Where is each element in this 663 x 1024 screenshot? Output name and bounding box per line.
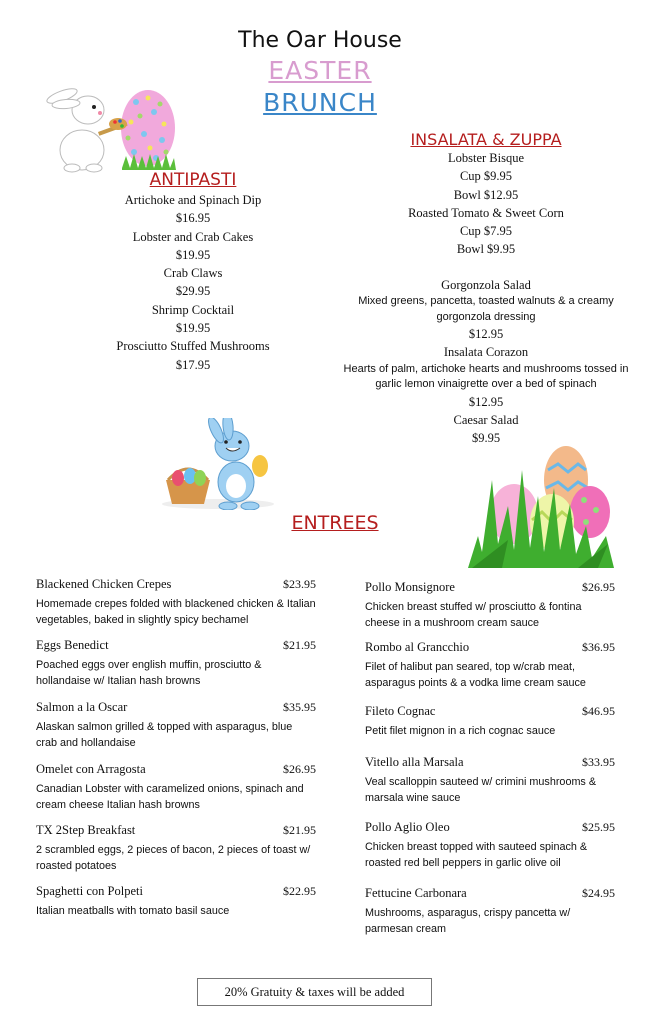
easter-heading: EASTER (268, 56, 372, 85)
entree-price: $46.95 (582, 704, 615, 718)
entree-name: TX 2Step Breakfast (36, 823, 136, 837)
entree-name: Vitello alla Marsala (365, 755, 464, 769)
antipasti-heading: ANTIPASTI (149, 170, 237, 190)
entree-price: $21.95 (283, 638, 316, 652)
insalata-heading: INSALATA & ZUPPA (410, 130, 562, 149)
entree-desc: Chicken breast topped with sauteed spinach & roasted red bell peppers in garlic olive oil (365, 841, 588, 869)
entree-price: $26.95 (283, 762, 316, 776)
entree-item (36, 700, 316, 751)
entree-desc: Veal scalloppin sauteed w/ crimini mushrooms & marsala wine sauce (365, 776, 597, 804)
antipasti-row: $19.95 (175, 247, 211, 262)
antipasti-row: $16.95 (175, 211, 211, 226)
entree-desc: Petit filet mignon in a rich cognac sauce (365, 725, 556, 737)
entree-name: Omelet con Arragosta (36, 762, 146, 776)
entree-name: Pollo Monsignore (365, 580, 455, 594)
antipasti-row: Artichoke and Spinach Dip (124, 193, 262, 207)
entree-name: Blackened Chicken Crepes (36, 577, 172, 591)
insalata-row: Lobster Bisque (447, 151, 525, 165)
gratuity-note: 20% Gratuity & taxes will be added (197, 978, 432, 1006)
antipasti-row: Shrimp Cocktail (151, 302, 235, 317)
insalata-row: Bowl $12.95 (453, 187, 519, 202)
salad-desc: Hearts of palm, artichoke hearts and mushrooms tossed in garlic lemon vinaigrette over a bed of spinach (343, 362, 629, 391)
entree-name: Spaghetti con Polpeti (36, 884, 143, 898)
entree-desc: Chicken breast stuffed w/ prosciutto & fontina cheese in a mushroom cream sauce (365, 601, 582, 629)
entrees-heading: ENTREES (291, 512, 379, 534)
insalata-row: Roasted Tomato & Sweet Corn (408, 205, 564, 220)
entree-price: $25.95 (582, 820, 615, 834)
entree-item (365, 704, 615, 740)
insalata-row: Cup $9.95 (459, 169, 513, 184)
entree-desc: Canadian Lobster with caramelized onions, spinach and cream cheese Italian hash browns (36, 783, 304, 811)
entree-price: $24.95 (582, 886, 615, 900)
antipasti-row: Lobster and Crab Cakes (132, 229, 254, 244)
entree-price: $21.95 (283, 823, 316, 837)
entree-desc: 2 scrambled eggs, 2 pieces of bacon, 2 pieces of toast w/ roasted potatoes (36, 844, 311, 872)
entree-price: $33.95 (582, 755, 615, 769)
entree-name: Pollo Aglio Oleo (365, 820, 450, 834)
entree-desc: Italian meatballs with tomato basil sauce (36, 905, 230, 917)
antipasti-row: Prosciutto Stuffed Mushrooms (116, 339, 270, 354)
salad-price: $9.95 (471, 431, 501, 446)
salad-price: $12.95 (468, 327, 504, 342)
entree-item (365, 886, 615, 937)
entree-price: $26.95 (582, 580, 615, 594)
entree-name: Fettucine Carbonara (365, 886, 467, 900)
insalata-row: Cup $7.95 (459, 224, 513, 239)
entree-desc: Mushrooms, asparagus, crispy pancetta w/ parmesan cream (365, 907, 571, 935)
insalata-section (330, 130, 642, 448)
salad-price: $12.95 (468, 394, 504, 409)
entree-desc: Filet of halibut pan seared, top w/crab meat, asparagus points & a vodka lime cream sauce (365, 661, 586, 689)
entree-item (365, 580, 615, 631)
entree-name: Eggs Benedict (36, 638, 109, 652)
entree-name: Rombo al Grancchio (365, 640, 470, 654)
entree-item (36, 884, 316, 920)
entree-item (36, 823, 316, 874)
salad-name: Insalata Corazon (443, 345, 529, 360)
salad-desc: Mixed greens, pancetta, toasted walnuts & a creamy gorgonzola dressing (358, 295, 614, 323)
entree-item (36, 577, 316, 628)
entree-desc: Alaskan salmon grilled & topped with asparagus, blue crab and hollandaise (36, 721, 293, 749)
entree-item (36, 762, 316, 813)
bunny-painting-egg-icon (36, 82, 178, 174)
salad-name: Caesar Salad (453, 412, 519, 427)
antipasti-row: $17.95 (175, 357, 211, 372)
entree-price: $23.95 (283, 577, 316, 591)
easter-eggs-in-grass-icon (468, 440, 618, 570)
entree-item (365, 820, 615, 871)
entree-item (365, 640, 615, 691)
insalata-row: Bowl $9.95 (456, 242, 516, 257)
entree-desc: Poached eggs over english muffin, prosciutto & hollandaise w/ Italian hash browns (36, 659, 262, 687)
brunch-heading: BRUNCH (263, 88, 377, 117)
entree-desc: Homemade crepes folded with blackened chicken & Italian vegetables, baked in slightly spicy bechamel (36, 598, 316, 626)
restaurant-name: The Oar House (238, 28, 402, 53)
antipasti-row: $19.95 (175, 321, 211, 336)
bunny-with-basket-icon (158, 418, 276, 510)
antipasti-section (58, 170, 328, 374)
entree-price: $22.95 (283, 884, 316, 898)
entree-name: Fileto Cognac (365, 704, 436, 718)
entree-item (36, 638, 316, 689)
antipasti-row: Crab Claws (163, 266, 223, 281)
entree-price: $36.95 (582, 640, 615, 654)
entree-name: Salmon a la Oscar (36, 700, 128, 714)
salad-name: Gorgonzola Salad (441, 277, 531, 292)
entree-item (365, 755, 615, 806)
antipasti-row: $29.95 (175, 284, 211, 299)
entree-price: $35.95 (283, 700, 316, 714)
